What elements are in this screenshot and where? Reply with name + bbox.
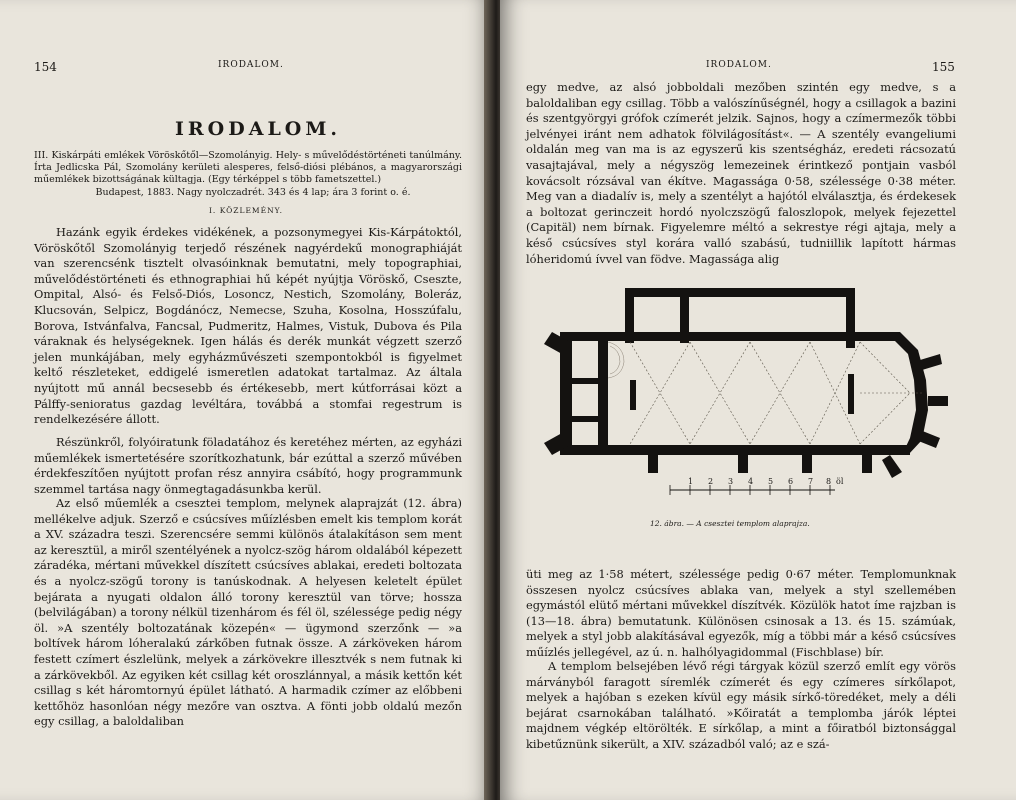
scale-unit: öl bbox=[836, 477, 844, 486]
body-text-block bbox=[34, 225, 462, 428]
stair-spiral bbox=[608, 342, 624, 378]
scale-label: 5 bbox=[768, 477, 774, 486]
running-head: IRODALOM. bbox=[218, 60, 284, 70]
scale-label: 4 bbox=[748, 477, 754, 486]
review-heading bbox=[34, 150, 462, 199]
paragraph: egy medve, az alsó jobboldali mezőben szintén egy medve, s a baloldaliban egy csillag. Több a valószínűségnél, hogy a csillagok a bazini és szentgyörgyi grófok czímerét jelzik. Sajnos, hogy a czímermezők többi jelvényei iránt nem adhatok fölvilágosítást«. — A szentély evangeliumi oldalán meg van ma is az egyszerű kis szentségház, eredeti rácsozatú vasajtajával, mely a négyszög lemezeinek érintkező pontjain vasból kovácsolt rózsával van ékítve. Magassága 0·58, szélessége 0·38 méter. Meg van a diadalív is, mely a szentélyt a hajótól elválasztja, és érdekesek a boltozat gerinczeit hordó nyolczszögű faloszlopok, melyek fejezettel (Capitäl) nem bírnak. Figyelemre méltó a sekrestye régi ajtaja, mely a késő csúcsíves styl korára valló szabású, tudniillik lapított hármas lóheridomú ívvel van födve. Magassága alig bbox=[526, 80, 956, 266]
scale-label: 3 bbox=[728, 477, 734, 486]
body-text-block bbox=[526, 567, 956, 661]
scale-label: 1 bbox=[688, 477, 694, 486]
paragraph: A templom belsejében lévő régi tárgyak közül szerző említ egy vörös márványból faragott síremlék czímerét és egy czímeres sírkőlapot, melyek a hajóban s ezeken kívül egy másik sírkő-töredéket, mely a déli bejárat csarnokában található. »Kőiratát a templomba járók léptei majdnem végkép eltörölték. E sírkőlap, a mint a főiratból biztonsággal kibetűznünk sikerült, a XIV. századból való; az e szá- bbox=[526, 659, 956, 751]
part-heading: I. KÖZLEMÉNY. bbox=[208, 206, 284, 215]
paragraph: üti meg az 1·58 métert, szélessége pedig 0·67 méter. Templomunknak összesen nyolcz csúcsíves ablaka van, melyek a styl szellemében egymástól elütő mértani művekkel díszítvék. Közülök hatot íme rajzban is (13—18. ábra) bemutatunk. Különösen csinosak a 13. és 15. számúak, melyek a styl jobb alakításával egyezők, míg a többi már a késő csúcsíves műízlés jellegével, az ú. n. halhólyagidommal (Fischblase) bír. bbox=[526, 567, 956, 659]
scale-label: 8 bbox=[826, 477, 832, 486]
body-text-block bbox=[34, 435, 462, 497]
plan-walls bbox=[544, 288, 948, 478]
body-text-block bbox=[34, 496, 462, 730]
book-citation: III. Kiskárpáti emlékek Vöröskőtől—Szomolányig. Hely- s művelődéstörténeti tanúlmány. Írta Jedlicska Pál, Szomolány kerületi alesperes, felső-diósi plébános, a magyarországi műemlékek bizottságának kültagja. (Egy térképpel s több fametszettel.) bbox=[34, 150, 462, 186]
figure-caption: 12. ábra. — A csesztei templom alaprajza. bbox=[650, 519, 810, 528]
body-text-block bbox=[526, 659, 956, 753]
paragraph: Részünkről, folyóiratunk föladatához és keretéhez mérten, az egyházi műemlékek ismertetésére szorítkozhatunk, bár ezúttal a szerző művében érdekfeszítően nyújtott profan rész annyira csábító, hogy programmunk szemmel tartása nagy önmegtagadásunkba kerül. bbox=[34, 435, 462, 496]
scale-label: 7 bbox=[808, 477, 814, 486]
page-number: 155 bbox=[932, 60, 955, 74]
running-head: IRODALOM. bbox=[706, 60, 772, 70]
paragraph: Az első műemlék a csesztei templom, melynek alaprajzát (12. ábra) mellékelve adjuk. Szerző e csúcsíves műízlésben emelt kis templom korát a XV. századra teszi. Szerencsére semmi különös átalakításon sem ment az keresztül, a miről szentélyének a nyolcz-szög három oldalából képezett záradéka, mértani művekkel díszített csúcsíves ablakai, eredeti boltozata és a nyolcz-szögű torony is tanúskodnak. A helyesen keletelt épület bejárata a nyugati oldalon álló torony keresztül van törve; hossza (belvilágában) a torony nélkül tizenhárom és fél öl, szélessége pedig négy öl. »A szentély boltozatának közepén« — ügymond szerzőnk — »a boltívek három lóheralakú zárkőben futnak össze. A zárköveken három festett czímert észlelünk, melyek a zárkövekre illesztvék s nem futnak ki a zárkövekből. Az egyiken két csillag két oroszlánnyal, a másik kettőn két csillag s két háromtornyú épület látható. A harmadik czímer az előbbeni kettőhöz hasonlóan négy mezőre van osztva. A fönti jobb oldalú mezőn egy csillag, a baloldaliban bbox=[34, 496, 462, 729]
scale-label: 2 bbox=[708, 477, 714, 486]
church-floor-plan bbox=[530, 280, 950, 520]
page-number: 154 bbox=[34, 60, 57, 74]
scale-label: 6 bbox=[788, 477, 794, 486]
right-page bbox=[500, 0, 1016, 800]
vault-ribs bbox=[630, 342, 922, 444]
scale-bar bbox=[670, 477, 844, 495]
paragraph: Hazánk egyik érdekes vidékének, a pozsonymegyei Kis-Kárpátoktól, Vöröskőtől Szomolányig terjedő részének nagyérdekű monographiáját van szerencsénk tisztelt olvasóinknak bemutatni, mely topographiai, művelődéstörténeti és ethnographiai hű képét nyújtja Vöröskő, Cseszte, Ompital, Alsó- és Felső-Diós, Losoncz, Nestich, Szomolány, Boleráz, Klucsován, Selpicz, Bogdánócz, Nemecse, Szuha, Kosolna, Hosszúfalu, Borova, Istvánfalva, Fancsal, Pudmeritz, Halmes, Vistuk, Dubova és Pila váraknak és helységeknek. Igen hálás és derék munkát végzett szerző jelen munkájában, mely egyházművészeti szempontokból is figyelmet keltő részleteket, eddigelé ismeretlen adatokat tartalmaz. Az általa nyújtott mű annál becsesebb és értékesebb, mert kútforrásai közt a Pálffy-senioratus gazdag levéltára, továbbá a stomfai regestrum is rendelkezésére állott. bbox=[34, 225, 462, 427]
book-imprint: Budapest, 1883. Nagy nyolczadrét. 343 és 4 lap; ára 3 forint o. é. bbox=[95, 186, 411, 198]
body-text-block bbox=[526, 80, 956, 267]
left-page bbox=[0, 0, 492, 800]
section-title: IRODALOM. bbox=[175, 118, 342, 140]
